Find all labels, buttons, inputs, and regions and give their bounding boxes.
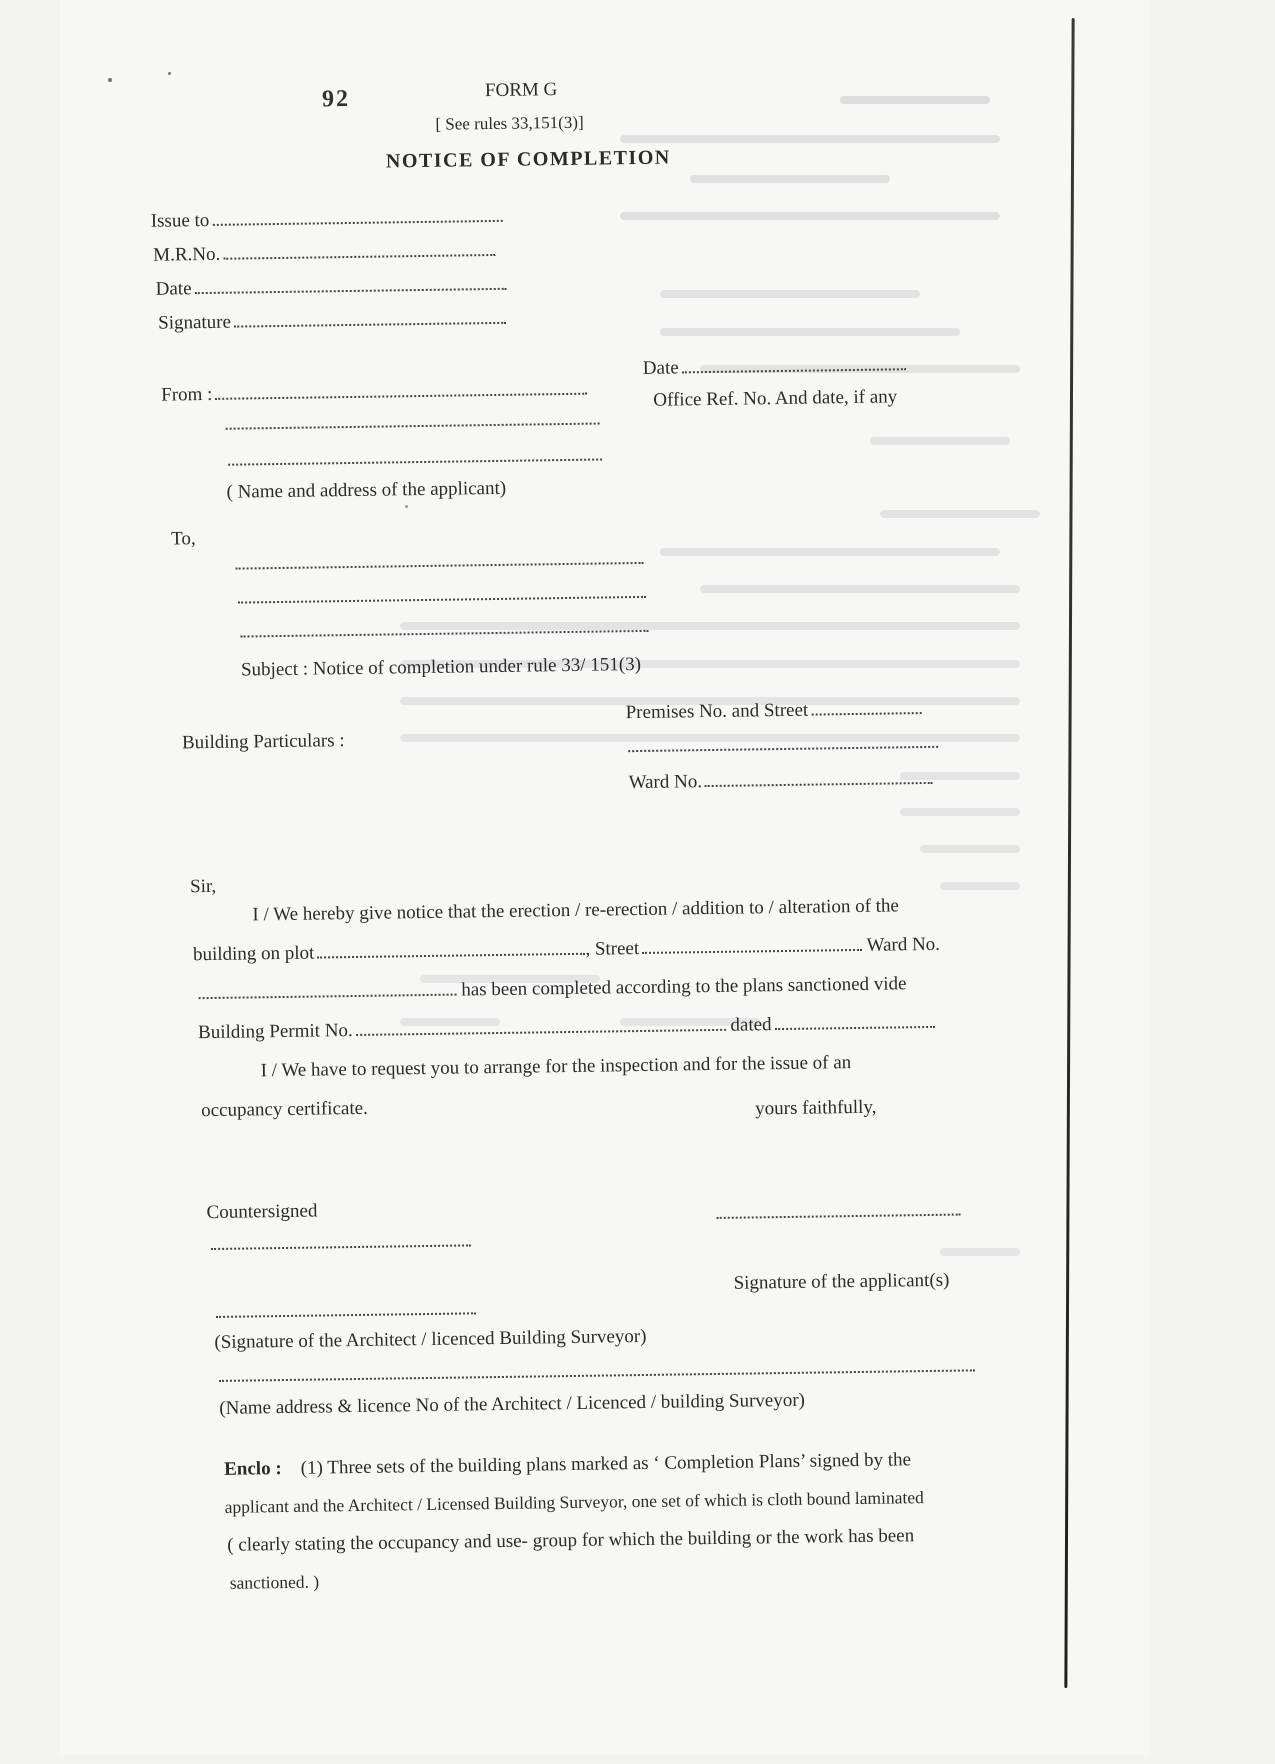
permit-no-label: Building Permit No. xyxy=(197,1020,353,1044)
signature-field xyxy=(158,308,506,335)
enclosure-line-2: applicant and the Architect / Licensed Building Surveyor, one set of which is cloth bound laminated xyxy=(224,1487,924,1517)
street-label: , Street xyxy=(585,938,640,960)
ward-no-label: Ward No. xyxy=(866,933,941,956)
form-title: FORM G xyxy=(484,79,558,102)
from-address-line xyxy=(226,421,600,430)
from-field xyxy=(161,379,587,407)
date-label: Date xyxy=(155,278,192,300)
ward-label: Ward No. xyxy=(628,771,703,794)
architect-details-label: (Name address & licence No of the Architect / Licenced / building Surveyor) xyxy=(219,1389,806,1419)
premises-line xyxy=(628,744,938,752)
date-field xyxy=(156,274,507,301)
office-ref: Office Ref. No. And date, if any xyxy=(653,386,898,411)
from-label: From : xyxy=(161,383,213,406)
right-date-label: Date xyxy=(642,357,679,379)
enclosure-line-4: sanctioned. ) xyxy=(229,1571,320,1593)
to-address-line xyxy=(241,628,649,638)
building-particulars-label: Building Particulars : xyxy=(181,730,345,754)
salutation: Sir, xyxy=(189,875,217,898)
issue-to-field xyxy=(151,206,503,233)
page-title: NOTICE OF COMPLETION xyxy=(385,146,671,173)
architect-details-line xyxy=(219,1367,975,1382)
to-address-line xyxy=(236,560,644,570)
right-date-field xyxy=(643,354,906,380)
ward-field xyxy=(628,768,933,794)
applicant-signature-line xyxy=(717,1212,961,1219)
closing: yours faithfully, xyxy=(755,1096,877,1120)
mr-no-label: M.R.No. xyxy=(153,243,221,266)
body-line-5: I / We have to request you to arrange for the inspection and for the issue of an xyxy=(260,1052,852,1082)
body-line-6: occupancy certificate. xyxy=(201,1097,368,1122)
architect-signature-label: (Signature of the Architect / licenced Building Surveyor) xyxy=(214,1325,647,1353)
subject-line: Subject : Notice of completion under rule 33/ 151(3) xyxy=(240,653,642,681)
from-address-line xyxy=(228,456,602,465)
completed-text: has been completed according to the plans sanctioned vide xyxy=(461,973,907,1001)
applicant-note: ( Name and address of the applicant) xyxy=(226,477,507,503)
body-line-1: I / We hereby give notice that the erection / re-erection / addition to / alteration of the xyxy=(252,895,900,926)
enclosure-text-1: (1) Three sets of the building plans marked as ‘ Completion Plans’ signed by the xyxy=(300,1449,912,1479)
countersigned-label: Countersigned xyxy=(206,1200,318,1224)
architect-signature-line xyxy=(216,1310,476,1318)
issue-to-label: Issue to xyxy=(150,209,210,232)
to-label: To, xyxy=(171,528,196,550)
enclosure-line-3: ( clearly stating the occupancy and use- group for which the building or the work has been xyxy=(227,1525,915,1556)
enclosure-label: Enclo : xyxy=(224,1458,282,1480)
countersign-line xyxy=(211,1242,471,1250)
signature-label: Signature xyxy=(158,311,232,334)
mr-no-field xyxy=(153,240,495,267)
applicant-signature-label: Signature of the applicant(s) xyxy=(733,1269,950,1294)
rules-reference: [ See rules 33,151(3)] xyxy=(435,112,584,134)
to-address-line xyxy=(238,594,646,604)
dated-label: dated xyxy=(730,1014,772,1036)
page-number: 92 xyxy=(321,85,351,113)
premises-field xyxy=(626,698,922,724)
premises-label: Premises No. and Street xyxy=(625,699,809,724)
plot-label: building on plot xyxy=(192,942,315,966)
